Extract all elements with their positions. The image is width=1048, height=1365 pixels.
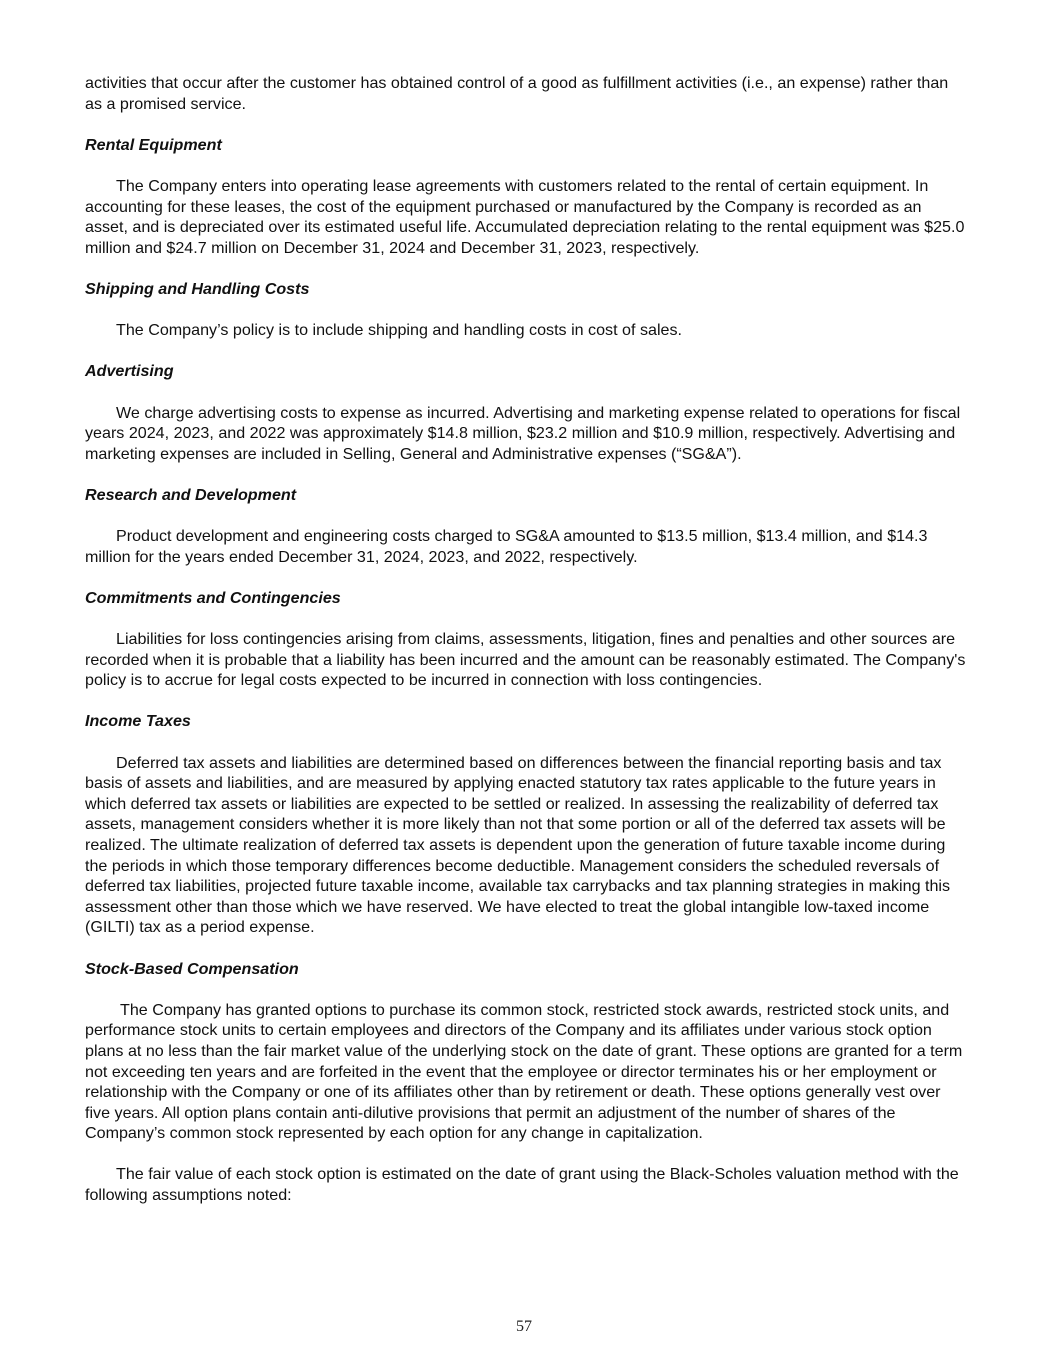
section-heading: Commitments and Contingencies bbox=[85, 588, 341, 607]
page-number: 57 bbox=[516, 1318, 532, 1335]
intro-paragraph: activities that occur after the customer has obtained control of a good as fulfillment activities (i.e., an expense) rather than as a promised service. bbox=[85, 74, 949, 113]
section-rental-equipment bbox=[85, 135, 967, 259]
section-paragraph: Product development and engineering costs charged to SG&A amounted to $13.5 million, $13.4 million, and $14.3 million for the years ended December 31, 2024, 2023, and 2022, respectively. bbox=[85, 527, 928, 566]
section-heading: Shipping and Handling Costs bbox=[85, 279, 310, 298]
section-income-taxes bbox=[85, 711, 967, 938]
section-shipping-handling bbox=[85, 279, 967, 341]
section-research-development bbox=[85, 485, 967, 567]
section-paragraph: Liabilities for loss contingencies arising from claims, assessments, litigation, fines and penalties and other sources are recorded when it is probable that a liability has been incurred and the amount can be reasonably estimated. The Company's policy is to accrue for legal costs expected to be incurred in connection with loss contingencies. bbox=[85, 630, 966, 690]
section-heading: Stock-Based Compensation bbox=[85, 959, 299, 978]
section-paragraph: The Company has granted options to purchase its common stock, restricted stock awards, restricted stock units, and performance stock units to certain employees and directors of the Company and its affiliates under various stock option plans at no less than the fair market value of the underlying stock on the date of grant. These options are granted for a term not exceeding ten years and are forfeited in the event that the employee or director terminates his or her employment or relationship with the Company or one of its affiliates other than by retirement or death. These options generally vest over five years. All option plans contain anti-dilutive provisions that permit an adjustment of the number of shares of the Company’s common stock represented by each option for any change in capitalization. bbox=[85, 1000, 963, 1143]
document-page bbox=[85, 73, 967, 1226]
section-heading: Rental Equipment bbox=[85, 135, 222, 154]
section-heading: Research and Development bbox=[85, 485, 297, 504]
section-paragraph: The fair value of each stock option is estimated on the date of grant using the Black-Scholes valuation method with the following assumptions noted: bbox=[85, 1165, 959, 1205]
section-heading: Advertising bbox=[85, 362, 174, 381]
section-stock-based-compensation bbox=[85, 959, 967, 1206]
section-heading: Income Taxes bbox=[85, 712, 191, 731]
section-commitments-contingencies bbox=[85, 588, 967, 691]
section-paragraph: We charge advertising costs to expense as incurred. Advertising and marketing expense related to operations for fiscal years 2024, 2023, and 2022 was approximately $14.8 million, $23.2 million and $10.9 million, respectively. Advertising and marketing expenses are included in Selling, General and Administrative expenses (“SG&A”). bbox=[85, 403, 961, 463]
section-paragraph: The Company’s policy is to include shipping and handling costs in cost of sales. bbox=[116, 321, 682, 340]
section-paragraph: Deferred tax assets and liabilities are determined based on differences between the financial reporting basis and tax basis of assets and liabilities, and are measured by applying enacted statutory tax rates applicable to the future years in which deferred tax assets or liabilities are expected to be settled or realized. In assessing the realizability of deferred tax assets, management considers whether it is more likely than not that some portion or all of the deferred tax assets will be realized. The ultimate realization of deferred tax assets is dependent upon the generation of future taxable income during the periods in which those temporary differences become deductible. Management considers the scheduled reversals of deferred tax liabilities, projected future taxable income, available tax carrybacks and tax planning strategies in making this assessment other than those which we have reserved. We have elected to treat the global intangible low-taxed income (GILTI) tax as a period expense. bbox=[85, 753, 951, 937]
section-paragraph: The Company enters into operating lease agreements with customers related to the rental of certain equipment. In accounting for these leases, the cost of the equipment purchased or manufactured by the Company is recorded as an asset, and is depreciated over its estimated useful life. Accumulated depreciation relating to the rental equipment was $25.0 million and $24.7 million on December 31, 2024 and December 31, 2023, respectively. bbox=[85, 176, 965, 257]
section-advertising bbox=[85, 361, 967, 464]
